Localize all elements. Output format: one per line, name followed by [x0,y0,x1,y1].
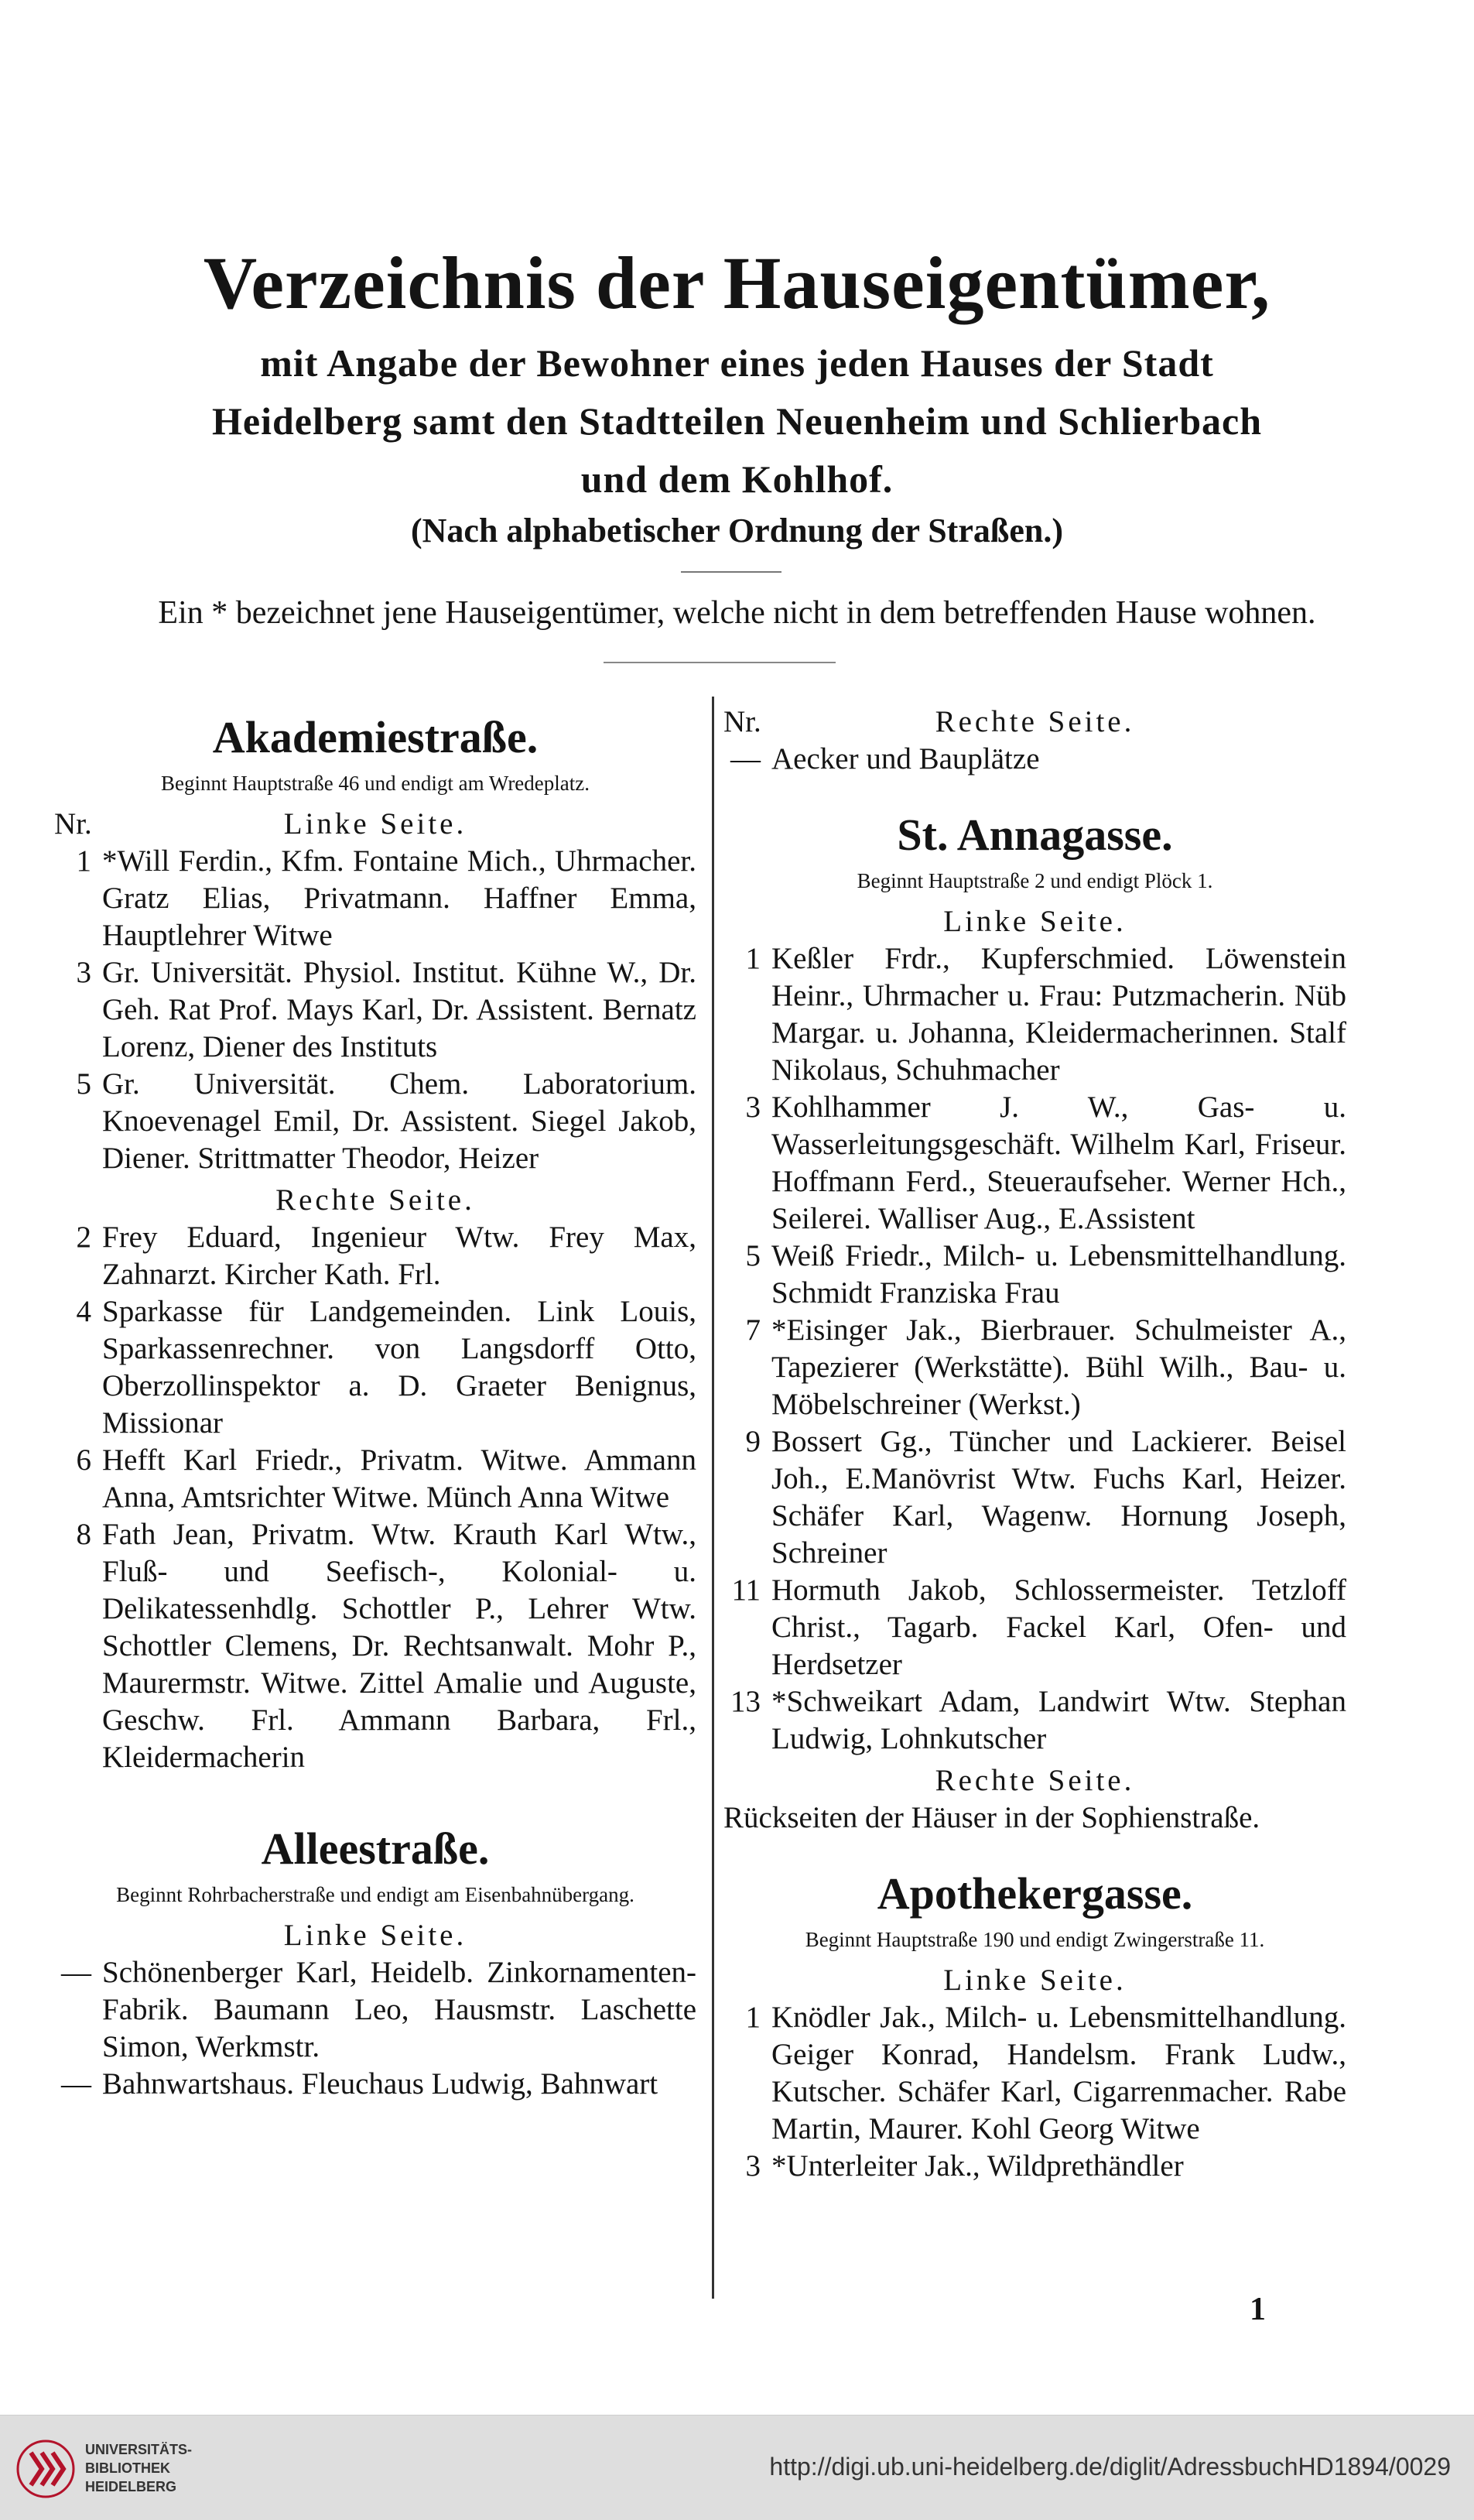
house-residents: Hormuth Jakob, Schlossermeister. Tetzloff Christ., Tagarb. Fackel Karl, Ofen- und Herdsetzer [771,1573,1346,1681]
ordering-note: (Nach alphabetischer Ordnung der Straßen.) [410,512,1063,550]
right-side-note: Rückseiten der Häuser in der Sophienstraße. [723,1801,1260,1834]
subtitle-line-2: Heidelberg samt den Stadtteilen Neuenheim und Schlierbach [211,399,1263,443]
side-heading-row [723,704,1346,741]
house-entry [723,1312,1346,1423]
divider-rule [604,662,836,663]
left-column [54,700,696,2103]
side-label: Linke Seite. [943,1964,1127,1997]
house-number: 3 [745,2149,761,2183]
library-logo-text: UNIVERSITÄTS- BIBLIOTHEK HEIDELBERG [85,2442,193,2494]
house-number: — [61,2067,91,2101]
house-entry [54,843,696,954]
house-entry [723,741,1346,778]
house-residents: Frey Eduard, Ingenieur Wtw. Frey Max, Zahnarzt. Kircher Kath. Frl. [102,1221,696,1291]
house-entry [723,940,1346,1089]
house-entry [723,2148,1346,2185]
street-begins: Beginnt Hauptstraße 46 und endigt am Wredeplatz. [160,772,590,795]
house-number: 2 [76,1221,91,1254]
house-residents: *Eisinger Jak., Bierbrauer. Schulmeister A., Tapezierer (Werkstätte). Bühl Wilh., Bau- u. Möbelschreiner (Werkst.) [771,1313,1346,1421]
house-number: 5 [76,1067,91,1101]
house-residents: Bahnwartshaus. Fleuchaus Ludwig, Bahnwart [102,2067,658,2101]
house-residents: Kohlhammer J. W., Gas- u. Wasserleitungsgeschäft. Wilhelm Karl, Friseur. Hoffmann Ferd., Steueraufseher. Werner Hch., Seilerei. Walliser Aug., E.Assistent [771,1091,1346,1235]
house-number: 9 [745,1425,761,1458]
house-number: 11 [731,1573,761,1607]
house-number: 13 [730,1685,761,1718]
house-residents: Hefft Karl Friedr., Privatm. Witwe. Ammann Anna, Amtsrichter Witwe. Münch Anna Witwe [102,1443,696,1514]
nr-label: Nr. [723,705,761,738]
legend-note: Ein * bezeichnet jene Hauseigentümer, welche nicht in dem betreffenden Hause wohnen. [158,595,1316,631]
house-entry [54,1516,696,1776]
house-entry [54,2066,696,2103]
house-residents: Fath Jean, Privatm. Wtw. Krauth Karl Wtw., Fluß- und Seefisch-, Kolonial- u. Delikatessenhdlg. Schottler P., Lehrer Wtw. Schottler Clemens, Dr. Rechtsanwalt. Mohr P., Maurermstr. Witwe. Zittel Amalie und Auguste, Geschw. Frl. Ammann Barbara, Frl., Kleidermacherin [102,1518,696,1774]
house-number: 3 [76,956,91,989]
side-label: Rechte Seite. [935,1764,1135,1797]
house-residents: Bossert Gg., Tüncher und Lackierer. Beisel Joh., E.Manövrist Wtw. Fuchs Karl, Heizer. Schäfer Karl, Wagenw. Hornung Joseph, Schreiner [771,1425,1346,1570]
house-entry [54,1954,696,2066]
house-number: 1 [745,2001,761,2034]
street-begins: Beginnt Rohrbacherstraße und endigt am Eisenbahnübergang. [116,1883,634,1906]
house-number: — [61,1956,91,1989]
house-entry [723,1089,1346,1238]
street-begins: Beginnt Hauptstraße 2 und endigt Plöck 1. [857,869,1213,892]
page-number: 1 [1250,2292,1266,2327]
nr-label: Nr. [54,807,92,841]
divider-rule [681,571,781,573]
house-number: — [730,742,761,776]
side-label: Linke Seite. [283,807,467,841]
house-residents: Weiß Friedr., Milch- u. Lebensmittelhandlung. Schmidt Franziska Frau [771,1239,1346,1310]
house-number: 6 [76,1443,91,1477]
house-residents: Keßler Frdr., Kupferschmied. Löwenstein Heinr., Uhrmacher u. Frau: Putzmacherin. Nüb Margar. u. Johanna, Kleidermacherinnen. Stalf Nikolaus, Schuhmacher [771,942,1346,1087]
street-heading: Alleestraße. [261,1823,490,1874]
house-residents: Gr. Universität. Chem. Laboratorium. Knoevenagel Emil, Dr. Assistent. Siegel Jakob, Diener. Strittmatter Theodor, Heizer [102,1067,696,1175]
house-entry [723,1238,1346,1312]
street-heading: St. Annagasse. [897,810,1173,860]
house-residents: Knödler Jak., Milch- u. Lebensmittelhandlung. Geiger Konrad, Handelsm. Frank Ludw., Kutscher. Schäfer Karl, Cigarrenmacher. Rabe Martin, Maurer. Kohl Georg Witwe [771,2001,1346,2145]
house-entry [723,1999,1346,2148]
house-number: 8 [76,1518,91,1551]
side-label: Rechte Seite. [935,705,1135,738]
side-heading-row [54,806,696,843]
house-entry [723,1572,1346,1683]
house-residents: *Will Ferdin., Kfm. Fontaine Mich., Uhrmacher. Gratz Elias, Privatmann. Haffner Emma, Hauptlehrer Witwe [102,844,696,952]
house-number: 3 [745,1091,761,1124]
house-residents: Aecker und Bauplätze [771,742,1040,776]
house-residents: Sparkasse für Landgemeinden. Link Louis, Sparkassenrechner. von Langsdorff Otto, Oberzollinspektor a. D. Graeter Benignus, Missionar [102,1295,696,1440]
page-title: Verzeichnis der Hauseigentümer, [203,241,1271,324]
house-entry [723,1683,1346,1758]
street-begins: Beginnt Hauptstraße 190 und endigt Zwingerstraße 11. [805,1928,1265,1951]
house-number: 1 [745,942,761,975]
street-heading: Apothekergasse. [877,1868,1193,1919]
house-residents: *Unterleiter Jak., Wildprethändler [771,2149,1184,2183]
subtitle-line-3: und dem Kohlhof. [580,457,894,501]
house-entry [723,1423,1346,1572]
house-residents: Schönenberger Karl, Heidelb. Zinkornamenten-Fabrik. Baumann Leo, Hausmstr. Laschette Simon, Werkmstr. [102,1956,696,2063]
house-number: 7 [745,1313,761,1347]
subtitle-line-1: mit Angabe der Bewohner eines jeden Hauses der Stadt [260,341,1214,385]
house-entry [54,1219,696,1293]
house-number: 4 [76,1295,91,1328]
side-label: Linke Seite. [283,1919,467,1952]
house-entry [54,1293,696,1442]
house-residents: Gr. Universität. Physiol. Institut. Kühne W., Dr. Geh. Rat Prof. Mays Karl, Dr. Assistent. Bernatz Lorenz, Diener des Instituts [102,956,696,1063]
street-heading: Akademiestraße. [212,712,539,762]
house-entry [54,1442,696,1516]
side-label: Rechte Seite. [275,1183,475,1217]
house-entry [54,954,696,1066]
column-divider [712,697,714,2299]
house-number: 5 [745,1239,761,1272]
house-number: 1 [76,844,91,878]
footer-bar [0,2415,1474,2520]
right-column [723,700,1346,2185]
house-residents: *Schweikart Adam, Landwirt Wtw. Stephan Ludwig, Lohnkutscher [771,1685,1346,1755]
source-url-link[interactable]: http://digi.ub.uni-heidelberg.de/diglit/AdressbuchHD1894/0029 [769,2453,1451,2481]
house-entry [54,1066,696,1177]
library-logo-icon [15,2439,76,2499]
side-label: Linke Seite. [943,905,1127,938]
